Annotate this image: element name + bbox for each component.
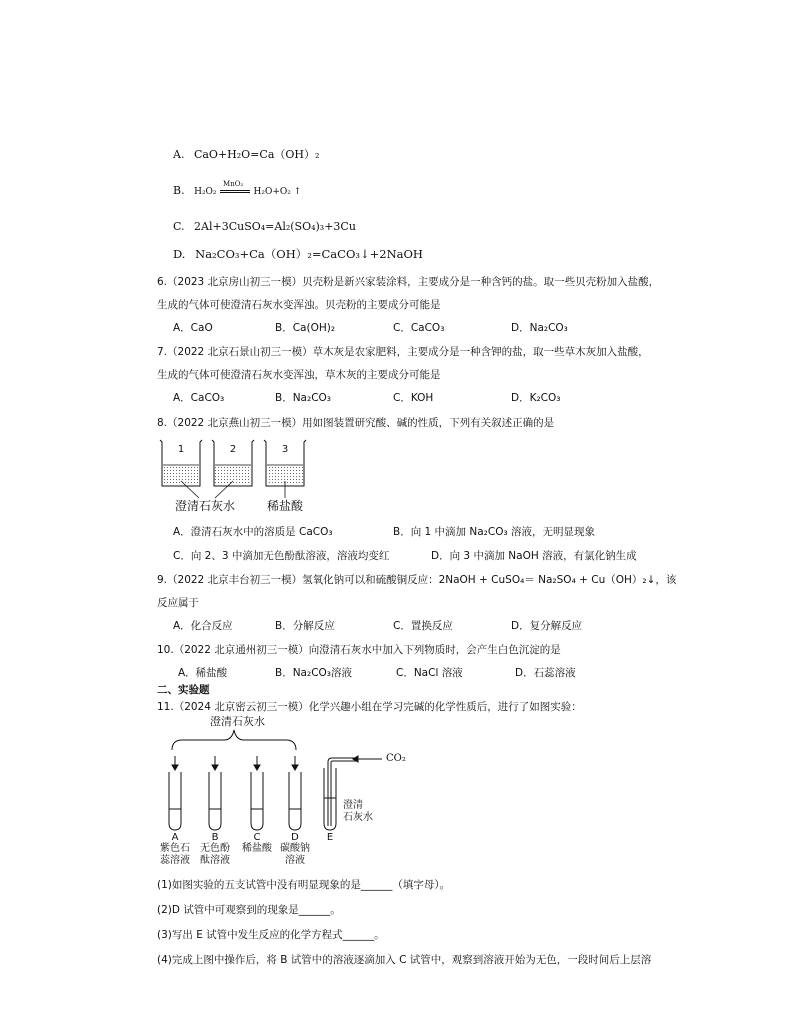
tube-d — [289, 772, 301, 830]
tube-d-contents: 碳酸钠 溶液 — [280, 843, 310, 866]
q7-option-b: B．Na₂CO₃ — [275, 392, 332, 404]
q8-stem: 8.（2022 北京燕山初三一模）用如图装置研究酸、碱的性质，下列有关叙述正确的是 — [157, 417, 555, 429]
q8-beakers-figure — [157, 436, 317, 526]
q6-option-b: B．Ca(OH)₂ — [275, 322, 336, 334]
tube-b — [209, 772, 221, 830]
fig-label-co2: CO₂ — [386, 753, 406, 764]
q11-stem: 11.（2024 北京密云初三一模）化学兴趣小组在学习完碱的化学性质后，进行了如图实验： — [157, 701, 582, 713]
q7-stem-line1: 7.（2022 北京石景山初三一模）草木灰是农家肥料，主要成分是一种含钾的盐，取一些草木灰加入盐酸， — [157, 346, 649, 358]
q11-subquestion-3: (3)写出 E 试管中发生反应的化学方程式______。 — [157, 929, 385, 941]
q5-b-product: H₂O+O₂ ↑ — [253, 187, 302, 197]
q5-d-equation: Na₂CO₃+Ca（OH）₂=CaCO₃↓+2NaOH — [195, 247, 423, 261]
q8-option-b: B．向 1 中滴加 Na₂CO₃ 溶液，无明显现象 — [393, 526, 596, 538]
fig-label-limewater: 澄清石灰水 — [210, 715, 265, 728]
q9-stem-line1: 9.（2022 北京丰台初三一模）氢氧化钠可以和硫酸铜反应：2NaOH + CuSO₄＝ Na₂SO₄ + Cu（OH）₂↓，该 — [157, 574, 677, 586]
tube-b-letter: B — [211, 832, 219, 843]
q8-option-c: C．向 2、3 中滴加无色酚酞溶液，溶液均变红 — [173, 550, 390, 562]
q8-option-a: A．澄清石灰水中的溶质是 CaCO₃ — [173, 526, 333, 538]
q10-option-a: A．稀盐酸 — [178, 667, 228, 679]
q5-c-equation: 2Al+3CuSO₄=Al₂(SO₄)₃+3Cu — [194, 220, 356, 233]
tube-b-contents: 无色酚 酞溶液 — [200, 843, 230, 866]
q9-option-b: B．分解反应 — [275, 620, 335, 632]
q5-d-label: D. — [173, 247, 186, 261]
q6-stem-line2: 生成的气体可使澄清石灰水变浑浊。贝壳粉的主要成分可能是 — [157, 299, 441, 311]
q11-test-tubes-figure — [160, 716, 420, 876]
q6-option-d: D．Na₂CO₃ — [511, 322, 568, 334]
q11-subquestion-4: (4)完成上图中操作后，将 B 试管中的溶液逐滴加入 C 试管中，观察到溶液开始为无色，一段时间后上层溶 — [157, 954, 652, 966]
tube-c — [251, 772, 263, 830]
co2-arrow — [353, 756, 382, 762]
q5-option-b — [173, 180, 302, 199]
q6-option-c: C．CaCO₃ — [393, 322, 445, 334]
q5-option-c — [173, 220, 356, 234]
tube-c-contents: 稀盐酸 — [242, 843, 272, 854]
q5-a-label: A. — [173, 148, 185, 161]
label-dilute-hcl: 稀盐酸 — [267, 499, 304, 513]
q9-option-c: C．置换反应 — [393, 620, 453, 632]
q7-option-a: A．CaCO₃ — [173, 392, 225, 404]
q5-a-equation: CaO+H₂O=Ca（OH）₂ — [193, 148, 320, 161]
q10-stem: 10.（2022 北京通州初三一模）向澄清石灰水中加入下列物质时，会产生白色沉淀的是 — [157, 644, 561, 656]
q11-subquestion-1: (1)如图实验的五支试管中没有明显现象的是______（填字母）。 — [157, 879, 451, 891]
q5-b-catalyst: MnO₂ — [223, 180, 244, 188]
fig-label-tube-e-contents: 澄清 石灰水 — [343, 800, 373, 823]
drop-arrows — [172, 756, 298, 770]
q10-option-c: C．NaCl 溶液 — [396, 667, 463, 679]
q11-subquestion-2: (2)D 试管中可观察到的现象是______。 — [157, 904, 341, 916]
q9-stem-line2: 反应属于 — [157, 597, 199, 609]
q8-option-d: D．向 3 中滴加 NaOH 溶液，有氯化钠生成 — [431, 550, 637, 562]
q9-option-a: A．化合反应 — [173, 620, 233, 632]
tube-a-letter: A — [171, 832, 179, 843]
q6-option-a: A．CaO — [173, 322, 213, 334]
beaker-1-number: 1 — [177, 444, 185, 455]
beaker-2-number: 2 — [229, 444, 237, 455]
tube-d-letter: D — [291, 832, 299, 843]
tube-a — [169, 772, 181, 830]
tube-c-letter: C — [253, 832, 261, 843]
label-limewater: 澄清石灰水 — [175, 499, 236, 513]
q7-stem-line2: 生成的气体可使澄清石灰水变浑浊，草木灰的主要成分可能是 — [157, 369, 441, 381]
q5-c-label: C. — [173, 220, 185, 233]
section-heading-experiments: 二、实验题 — [157, 684, 210, 696]
tube-a-contents: 紫色石 蕊溶液 — [160, 843, 190, 866]
q7-option-c: C．KOH — [393, 392, 434, 404]
q5-option-d — [173, 247, 423, 261]
q5-option-a — [173, 148, 319, 162]
q6-stem-line1: 6.（2023 北京房山初三一模）贝壳粉是新兴家装涂料，主要成分是一种含钙的盐。取一些贝壳粉加入盐酸， — [157, 276, 660, 288]
q10-option-b: B．Na₂CO₃溶液 — [275, 667, 353, 679]
q9-option-d: D．复分解反应 — [511, 620, 583, 632]
beaker-3-number: 3 — [281, 444, 289, 455]
q5-b-reactant: H₂O₂ — [194, 187, 217, 197]
q7-option-d: D．K₂CO₃ — [511, 392, 561, 404]
q5-b-catalyst-arrow — [220, 180, 250, 196]
q5-b-label: B. — [173, 184, 185, 197]
tube-e-letter: E — [326, 832, 334, 843]
q10-option-d: D．石蕊溶液 — [515, 667, 576, 679]
brace — [172, 730, 296, 750]
